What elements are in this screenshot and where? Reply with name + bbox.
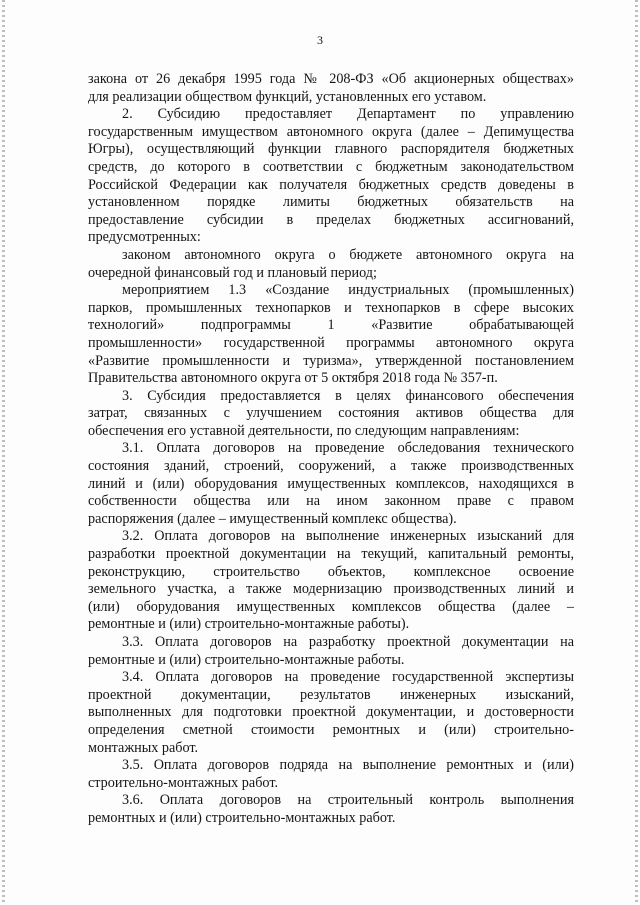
- text-line: очередной финансовый год и плановый период;: [88, 264, 377, 281]
- paragraph-2: [88, 106, 574, 247]
- text-line: затрат, связанных с улучшением состояния активов общества для: [88, 405, 574, 422]
- paragraph-5: [88, 388, 574, 441]
- text-line: для реализации обществом функций, установленных его уставом.: [88, 88, 487, 105]
- text-line: (или) оборудования имущественных комплексов общества (далее –: [88, 598, 574, 615]
- text-line: состояния зданий, строений, сооружений, а также производственных: [88, 458, 574, 475]
- scan-edge-left: [2, 0, 5, 905]
- text-line: монтажных работ.: [88, 739, 199, 756]
- text-line: линий и (или) оборудования имущественных комплексов, находящихся в: [88, 475, 574, 492]
- paragraph-8: [88, 634, 574, 669]
- text-line: земельного участка, а также модернизацию производственных линий и: [88, 581, 574, 598]
- document-body: [88, 71, 574, 828]
- text-line: ремонтные и (или) строительно-монтажные работы.: [88, 651, 405, 668]
- text-line: ремонтных и (или) строительно-монтажных работ.: [88, 809, 396, 826]
- text-line: 3.2. Оплата договоров на выполнение инженерных изысканий для: [122, 528, 574, 545]
- text-line: государственным имуществом автономного округа (далее – Депимущества: [88, 123, 574, 140]
- text-line: разработки проектной документации на текущий, капитальный ремонты,: [88, 546, 574, 563]
- text-line: реконструкцию, строительство объектов, комплексное освоение: [88, 563, 574, 580]
- text-line: предоставление субсидии в пределах бюджетных ассигнований,: [88, 211, 574, 228]
- text-line: средств, до которого в соответствии с бюджетным законодательством: [88, 158, 574, 175]
- text-line: законом автономного округа о бюджете автономного округа на: [122, 246, 574, 263]
- text-line: 3. Субсидия предоставляется в целях финансового обеспечения: [122, 387, 574, 404]
- paragraph-7: [88, 528, 574, 634]
- text-line: 3.4. Оплата договоров на проведение государственной экспертизы: [122, 669, 574, 686]
- text-line: установленном порядке лимиты бюджетных обязательств на: [88, 194, 574, 211]
- text-line: 3.6. Оплата договоров на строительный контроль выполнения: [122, 792, 574, 809]
- paragraph-11: [88, 792, 574, 827]
- paragraph-4: [88, 282, 574, 388]
- text-line: Правительства автономного округа от 5 октября 2018 года № 357-п.: [88, 370, 498, 387]
- page-number: 3: [317, 33, 323, 47]
- text-line: Российской Федерации как получателя бюджетных средств доведены в: [88, 176, 574, 193]
- paragraph-10: [88, 757, 574, 792]
- text-line: «Развитие промышленности и туризма», утвержденной постановлением: [88, 352, 574, 369]
- text-line: проектной документации, результатов инженерных изысканий,: [88, 686, 574, 703]
- text-line: распоряжения (далее – имущественный комплекс общества).: [88, 510, 457, 527]
- paragraph-6: [88, 440, 574, 528]
- text-line: 3.1. Оплата договоров на проведение обследования технического: [122, 440, 574, 457]
- text-line: обеспечения его уставной деятельности, по следующим направлениям:: [88, 422, 520, 439]
- text-line: предусмотренных:: [88, 229, 201, 246]
- text-line: парков, промышленных технопарков и технопарков в сфере высоких: [88, 299, 574, 316]
- text-line: выполненных для подготовки проектной документации, и достоверности: [88, 704, 574, 721]
- text-line: определения сметной стоимости ремонтных и (или) строительно-: [88, 721, 574, 738]
- text-line: собственности общества или на ином законном праве с правом: [88, 493, 574, 510]
- text-line: технологий» подпрограммы 1 «Развитие обрабатывающей: [88, 317, 574, 334]
- text-line: закона от 26 декабря 1995 года № 208-ФЗ «Об акционерных обществах»: [88, 71, 574, 87]
- text-line: 2. Субсидию предоставляет Департамент по управлению: [122, 106, 574, 123]
- paragraph-9: [88, 669, 574, 757]
- text-line: промышленности» государственной программы автономного округа: [88, 334, 574, 351]
- text-line: мероприятием 1.3 «Создание индустриальных (промышленных): [122, 282, 574, 299]
- scan-edge-right: [635, 0, 638, 905]
- text-line: ремонтные и (или) строительно-монтажные работы).: [88, 616, 410, 633]
- text-line: 3.3. Оплата договоров на разработку проектной документации на: [122, 634, 574, 650]
- text-line: строительно-монтажных работ.: [88, 774, 279, 791]
- paragraph-3: [88, 247, 574, 282]
- paragraph-1: [88, 71, 574, 106]
- text-line: 3.5. Оплата договоров подряда на выполнение ремонтных и (или): [122, 757, 574, 774]
- text-line: Югры), осуществляющий функции главного распорядителя бюджетных: [88, 141, 574, 158]
